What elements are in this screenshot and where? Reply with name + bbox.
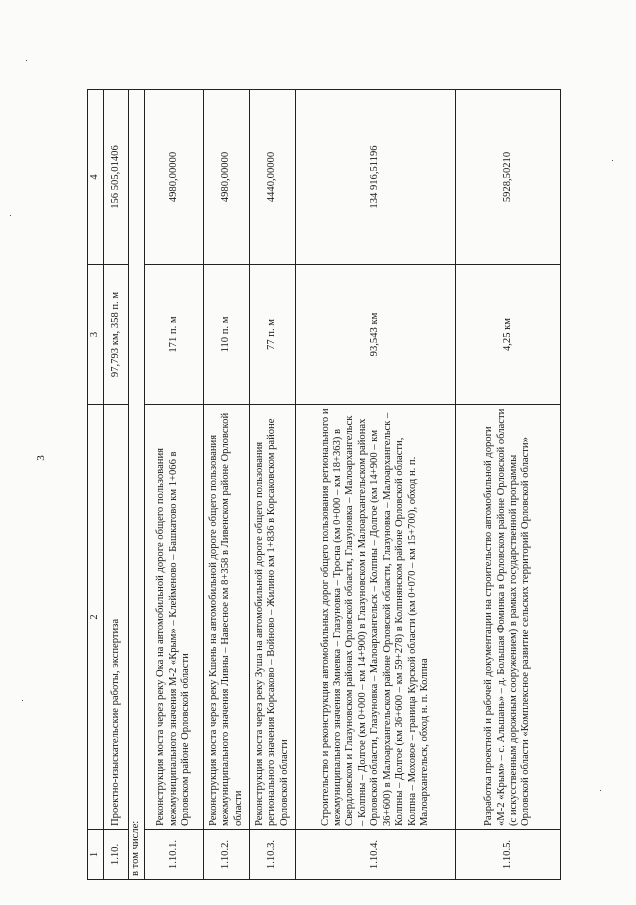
- row-number: 1.10.5.: [456, 830, 561, 880]
- header-cell-3: 3: [88, 265, 104, 405]
- row-capacity: 4,25 км: [456, 265, 561, 405]
- scan-speck: [10, 215, 11, 216]
- row-capacity: 97,793 км, 358 п. м: [104, 265, 129, 405]
- header-cell-4: 4: [88, 90, 104, 265]
- header-cell-1: 1: [88, 830, 104, 880]
- header-row: [88, 90, 104, 880]
- row-number: 1.10.: [104, 830, 129, 880]
- row-amount: 4980,00000: [204, 90, 250, 265]
- table-row: [456, 90, 561, 880]
- row-amount: 5928,50210: [456, 90, 561, 265]
- table-row: [250, 90, 296, 880]
- row-capacity: 93,543 км: [296, 265, 456, 405]
- row-capacity: 110 п. м: [204, 265, 250, 405]
- row-capacity: 77 п. м: [250, 265, 296, 405]
- row-name: Разработка проектной и рабочей документации на строительство автомобильной дороги «М-2 «Крым» – с. Альшань» – д. Большая Фоминка в Орловском районе Орловской области (с искусственным дорожным сооружением) в рамках государственной программы Орловской области «Комплексное развитие сельских территорий Орловской области»: [456, 405, 561, 830]
- scan-speck: [22, 700, 23, 701]
- scan-speck: [600, 790, 601, 791]
- program-table: [87, 89, 561, 880]
- scan-speck: [612, 160, 613, 161]
- row-name: Строительство и реконструкция автомобильных дорог общего пользования регионального и межмуниципального значения Змиевка – Глазуновка – Тросна (км 0+000 – км 18+363) в Свердловском и Глазуновском районах Орловской области, Глазуновка – Малоархангельск – Колпны – Долгое (км 0+000 – км 14+900) в Глазуновском и Малоархангельском районах Орловской области, Глазуновка – Малоархангельск – Колпны – Долгое (км 14+900 – км 36+600) в Малоархангельском районе Орловской области, Глазуновка – Малоархангельск – Колпны – Долгое (км 36+600 – км 59+278) в Колпнянском районе Орловской области, Колпна – Моховое – граница Курской области (км 0+070 – км 15+700), обход н. п. Малоархангельск, обход н. п. Колпна: [296, 405, 456, 830]
- including-row: [129, 90, 145, 880]
- row-amount: 134 916,51196: [296, 90, 456, 265]
- table-row: [296, 90, 456, 880]
- including-label: в том числе:: [129, 90, 145, 880]
- row-number: 1.10.4.: [296, 830, 456, 880]
- row-amount: 4980,00000: [145, 90, 204, 265]
- row-number: 1.10.1.: [145, 830, 204, 880]
- row-amount: 4440,00000: [250, 90, 296, 265]
- table-row: [145, 90, 204, 880]
- row-name: Реконструкция моста через реку Кшень на автомобильной дороге общего пользования межмуниципального значения Ливны – Навесное км 8+358 в Ливенском районе Орловской области: [204, 405, 250, 830]
- rotated-table-container: [87, 90, 560, 880]
- row-name: Проектно-изыскательские работы, экспертиза: [104, 405, 129, 830]
- scan-speck: [26, 60, 27, 61]
- row-name: Реконструкция моста через реку Зуша на автомобильной дороге общего пользования регионального значения Корсаково – Войново – Жилино км 1+836 в Корсаковском районе Орловской области: [250, 405, 296, 830]
- table-row: [204, 90, 250, 880]
- page-number: 3: [34, 455, 47, 461]
- header-cell-2: 2: [88, 405, 104, 830]
- row-number: 1.10.3.: [250, 830, 296, 880]
- row-name: Реконструкция моста через реку Ока на автомобильной дороге общего пользования межмуниципального значения М-2 «Крым» – Клейменово – Башкатово км 1+066 в Орловском районе Орловской области: [145, 405, 204, 830]
- table-row: [104, 90, 129, 880]
- row-amount: 156 505,01406: [104, 90, 129, 265]
- row-capacity: 171 п. м: [145, 265, 204, 405]
- row-number: 1.10.2.: [204, 830, 250, 880]
